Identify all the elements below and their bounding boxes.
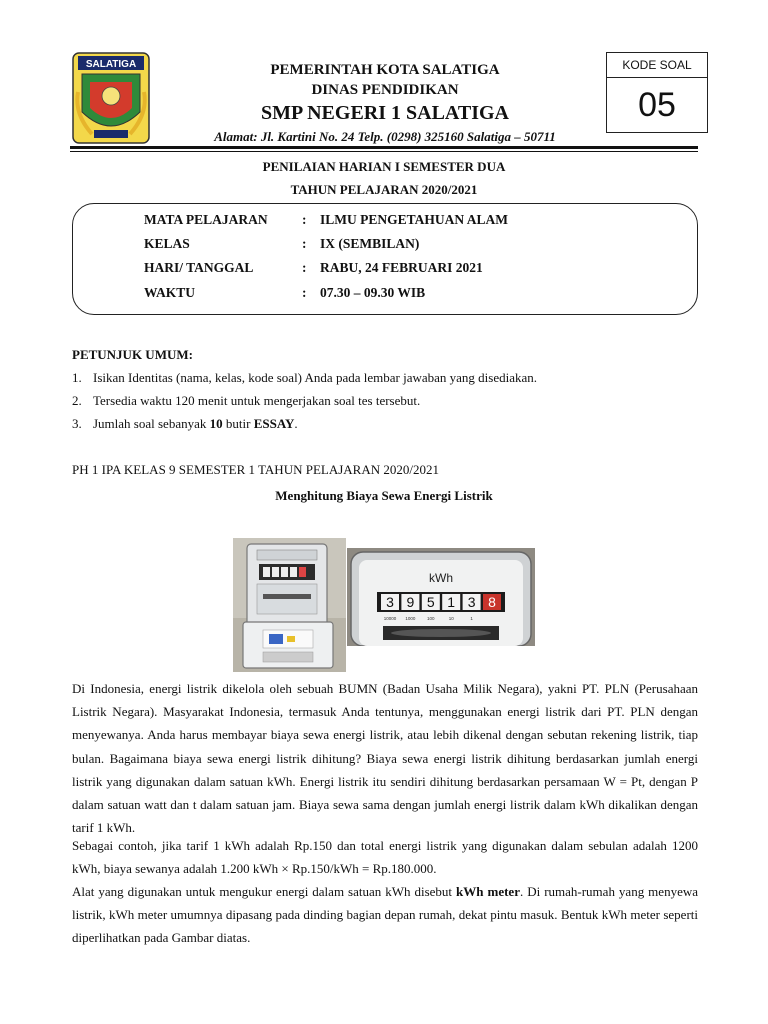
instruction-text: Tersedia waktu 120 menit untuk mengerjakan soal tes tersebut.: [93, 393, 421, 408]
paragraph-3-pre: Alat yang digunakan untuk mengukur energi dalam satuan kWh disebut: [72, 884, 457, 899]
question-code-box: [606, 52, 708, 133]
exam-title: PENILAIAN HARIAN I SEMESTER DUA: [262, 159, 506, 174]
body-paragraph-2: Sebagai contoh, jika tarif 1 kWh adalah Rp.150 dan total energi listrik yang digunakan dalam sebulan adalah 1200 kWh, biaya sewanya adalah 1.200 kWh × Rp.150/kWh = Rp.180.000.: [72, 838, 698, 877]
info-sep: :: [302, 236, 307, 251]
exam-year: TAHUN PELAJARAN 2020/2021: [290, 182, 478, 197]
kwh-unit-label: kWh: [429, 571, 453, 585]
logo-text: SALATIGA: [85, 59, 137, 70]
header-rule-thin: [70, 151, 698, 152]
department-name: DINAS PENDIDIKAN: [311, 82, 459, 98]
odometer-dial-label: 1000: [405, 616, 416, 621]
header-rule-thick: [70, 146, 698, 149]
info-key: MATA PELAJARAN: [144, 212, 268, 227]
government-name: PEMERINTAH KOTA SALATIGA: [270, 62, 500, 78]
salatiga-crest-logo: [72, 52, 150, 144]
info-value: RABU, 24 FEBRUARI 2021: [320, 260, 483, 275]
odometer-digit: 3: [467, 594, 476, 610]
info-key: WAKTU: [144, 285, 196, 300]
odometer-dial-label: 100: [427, 616, 435, 621]
school-address: Alamat: Jl. Kartini No. 24 Telp. (0298) 325160 Salatiga – 50711: [214, 129, 556, 144]
instruction-number: 3.: [72, 416, 82, 431]
instruction-text-pre: Jumlah soal sebanyak: [93, 416, 210, 431]
info-sep: :: [302, 212, 307, 227]
info-key: KELAS: [144, 236, 190, 251]
info-value: ILMU PENGETAHUAN ALAM: [320, 212, 509, 227]
instruction-text: Isikan Identitas (nama, kelas, kode soal) Anda pada lembar jawaban yang disediakan.: [93, 370, 538, 385]
question-type: ESSAY: [253, 416, 295, 431]
odometer-dial-label: 10: [448, 616, 454, 621]
school-name: SMP NEGERI 1 SALATIGA: [260, 102, 509, 124]
odometer-dial-label: 1: [470, 616, 473, 621]
info-value: 07.30 – 09.30 WIB: [320, 285, 426, 300]
odometer-digit: 3: [386, 594, 394, 610]
instruction-item: [72, 370, 537, 386]
instruction-item: [72, 393, 420, 409]
body-paragraph-3: [72, 880, 698, 950]
question-code-value: 05: [638, 86, 676, 124]
info-value: IX (SEMBILAN): [320, 236, 420, 251]
info-key: HARI/ TANGGAL: [144, 260, 254, 275]
body-paragraph-1: Di Indonesia, energi listrik dikelola oleh sebuah BUMN (Badan Usaha Milik Negara), yakni PT. PLN (Perusahaan Listrik Negara). Masyarakat Indonesia, termasuk Anda tentunya, menggunakan energi listrik dari PT. PLN dengan menyewanya. Anda harus membayar biaya sewa energi listrik, atau lebih dikenal dengan sebutan rekening listrik, tiap bulan. Bagaimana biaya sewa energi listrik dihitung? Biaya sewa energi listrik dihitung berdasarkan jumlah energi listrik yang digunakan dalam satuan kWh. Energi listrik itu sendiri dihitung berdasarkan persamaan W = Pt, dengan P dalam satuan watt dan t dalam satuan jam. Biaya sewa sama dengan jumlah energi listrik dalam kWh dikalikan dengan tarif 1 kWh.: [72, 681, 698, 836]
info-sep: :: [302, 260, 307, 275]
instruction-text-post: .: [294, 416, 298, 431]
instruction-item: [72, 416, 298, 432]
odometer-digit: 9: [406, 594, 415, 610]
instruction-text-mid: butir: [222, 416, 254, 431]
question-code-label: KODE SOAL: [607, 53, 707, 78]
instruction-number: 2.: [72, 393, 82, 408]
kwh-meter-unit-photo: [233, 538, 346, 672]
kwh-meter-term: kWh meter: [456, 884, 520, 899]
instruction-number: 1.: [72, 370, 82, 385]
instructions-heading: PETUNJUK UMUM:: [72, 347, 193, 362]
odometer-digit: 5: [426, 594, 435, 610]
odometer-digit: 8: [488, 594, 496, 610]
question-count: 10: [209, 416, 223, 431]
kwh-meter-display-photo: [347, 548, 535, 646]
topic-title: Menghitung Biaya Sewa Energi Listrik: [275, 488, 493, 503]
letterhead: [170, 60, 600, 148]
info-sep: :: [302, 285, 307, 300]
odometer-digit: 1: [447, 594, 456, 610]
section-title: PH 1 IPA KELAS 9 SEMESTER 1 TAHUN PELAJARAN 2020/2021: [72, 462, 439, 477]
odometer-dial-label: 10000: [383, 616, 397, 621]
paragraph-3-post: . Di rumah-rumah yang menyewa listrik, kWh meter umumnya dipasang pada dinding bagian depan rumah, dekat pintu masuk. Bentuk kWh meter seperti diperlihatkan pada Gambar diatas.: [72, 884, 698, 946]
